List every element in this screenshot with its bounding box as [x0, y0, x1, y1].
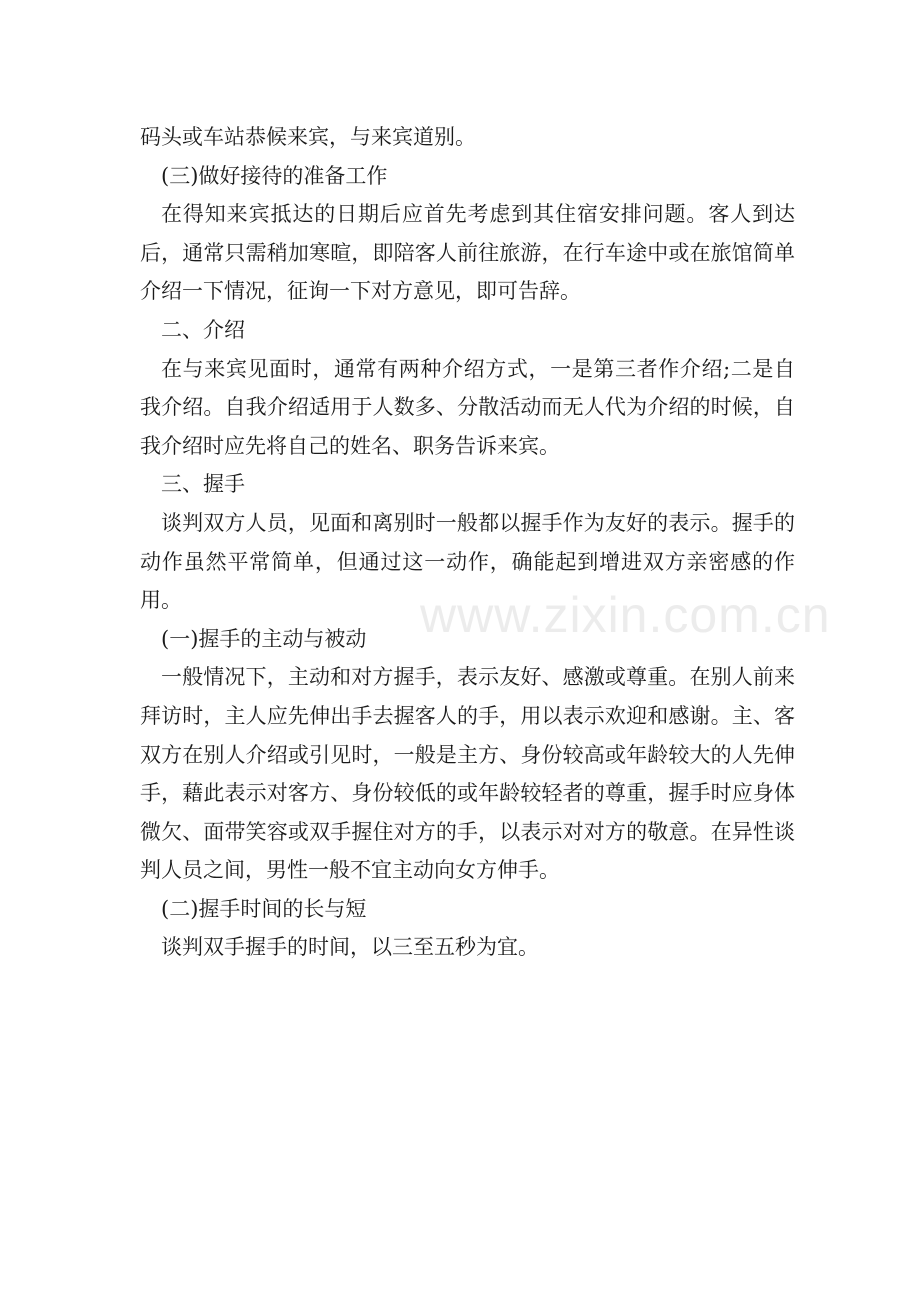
- heading-handshake: 三、握手: [161, 472, 245, 497]
- subheading-handshake-initiative: (一)握手的主动与被动: [161, 626, 367, 651]
- paragraph-continuation: 码头或车站恭候来宾，与来宾道别。: [140, 125, 476, 149]
- paragraph-handshake-initiative: 一般情况下，主动和对方握手，表示友好、感激或尊重。在别人前来拜访时，主人应先伸出手去握客人的手，用以表示欢迎和感谢。主、客双方在别人介绍或引见时，一般是主方、身份较高或年龄较大的人先伸手，藉此表示对客方、身份较低的或年龄较轻者的尊重，握手时应身体微欠、面带笑容或双手握住对方的手，以表示对对方的敬意。在异性谈判人员之间，男性一般不宜主动向女方伸手。: [140, 665, 795, 883]
- subheading-handshake-duration: (二)握手时间的长与短: [161, 896, 367, 921]
- paragraph-handshake: 谈判双方人员，见面和离别时一般都以握手作为友好的表示。握手的动作虽然平常简单，但通过这一动作，确能起到增进双方亲密感的作用。: [140, 510, 795, 613]
- paragraph-reception-preparation: 在得知来宾抵达的日期后应首先考虑到其住宿安排问题。客人到达后，通常只需稍加寒暄，即陪客人前往旅游，在行车途中或在旅馆简单介绍一下情况，征询一下对方意见，即可告辞。: [140, 202, 795, 304]
- subheading-reception-preparation: (三)做好接待的准备工作: [161, 163, 388, 188]
- watermark: www.zixin.com.cn: [420, 587, 831, 643]
- heading-introduction: 二、介绍: [161, 317, 245, 342]
- document-body: [140, 118, 795, 967]
- paragraph-handshake-duration: 谈判双手握手的时间，以三至五秒为宜。: [161, 935, 539, 960]
- paragraph-introduction: 在与来宾见面时，通常有两种介绍方式，一是第三者作介绍;二是自我介绍。自我介绍适用于人数多、分散活动而无人代为介绍的时候，自我介绍时应先将自己的姓名、职务告诉来宾。: [140, 356, 795, 458]
